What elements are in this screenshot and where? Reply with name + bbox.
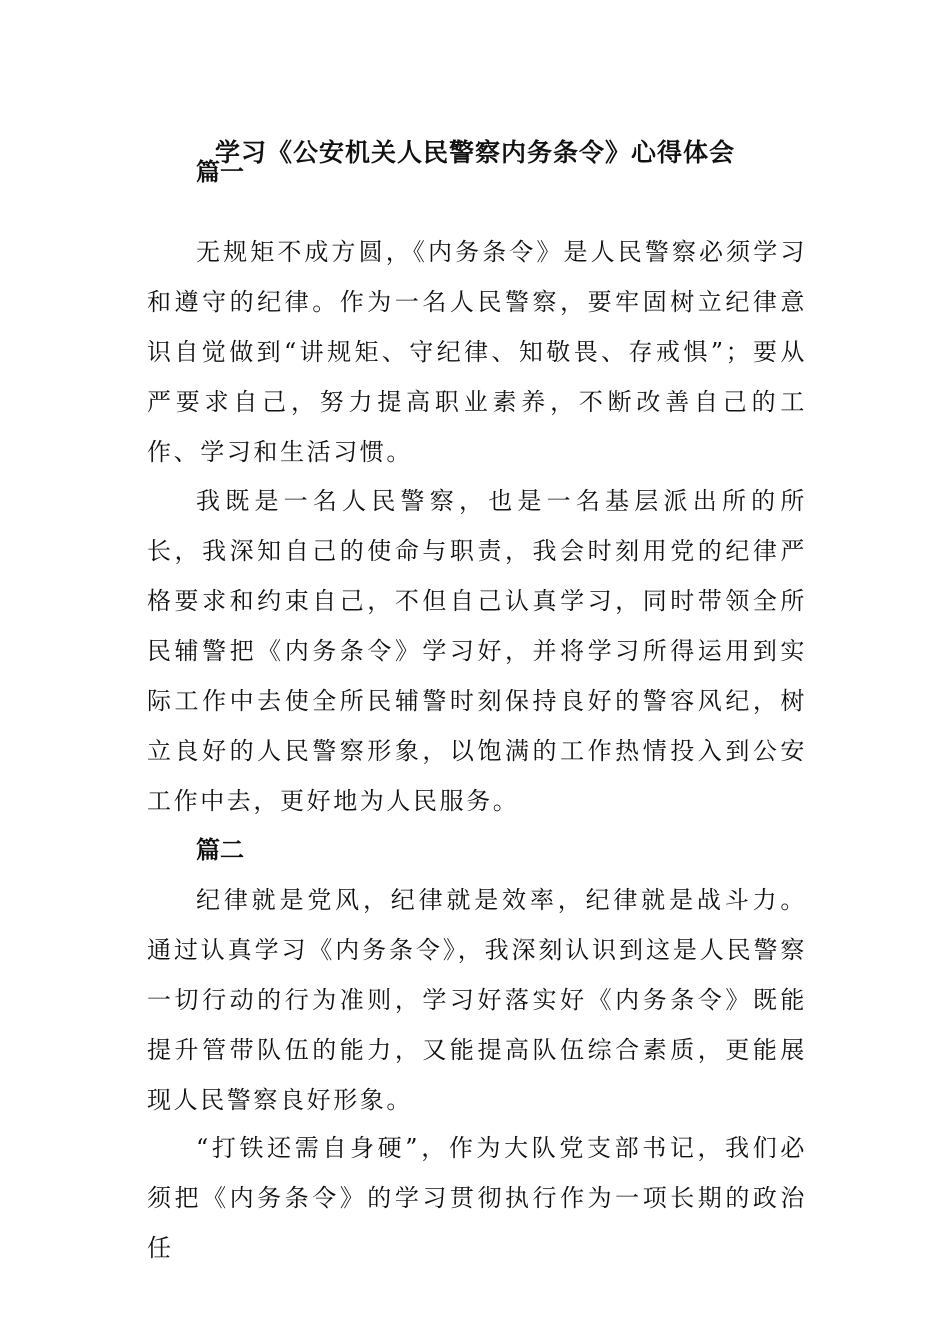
paragraph-1: 无规矩不成方圆，《内务条令》是人民警察必须学习和遵守的纪律。作为一名人民警察，要牢固树立纪律意识自觉做到“讲规矩、守纪律、知敬畏、存戒惧”；要从严要求自己，努力提高职业素养，不断改善自己的工作、学习和生活习惯。 — [147, 238, 807, 466]
section-heading-2: 篇二 — [196, 835, 244, 864]
paragraph-3: 纪律就是党风，纪律就是效率，纪律就是战斗力。通过认真学习《内务条令》，我深刻认识到这是人民警察一切行动的行为准则，学习好落实好《内务条令》既能提升管带队伍的能力，又能提高队伍综合素质，更能展现人民警察良好形象。 — [147, 886, 807, 1114]
section-heading-1: 篇一 — [196, 157, 244, 186]
paragraph-4: “打铁还需自身硬”，作为大队党支部书记，我们必须把《内务条令》的学习贯彻执行作为一项长期的政治任 — [147, 1134, 807, 1262]
paragraph-2: 我既是一名人民警察，也是一名基层派出所的所长，我深知自己的使命与职责，我会时刻用党的纪律严格要求和约束自己，不但自己认真学习，同时带领全所民辅警把《内务条令》学习好，并将学习所得运用到实际工作中去使全所民辅警时刻保持良好的警容风纪，树立良好的人民警察形象，以饱满的工作热情投入到公安工作中去，更好地为人民服务。 — [147, 487, 807, 815]
document-title: 学习《公安机关人民警察内务条令》心得体会 — [214, 138, 735, 167]
